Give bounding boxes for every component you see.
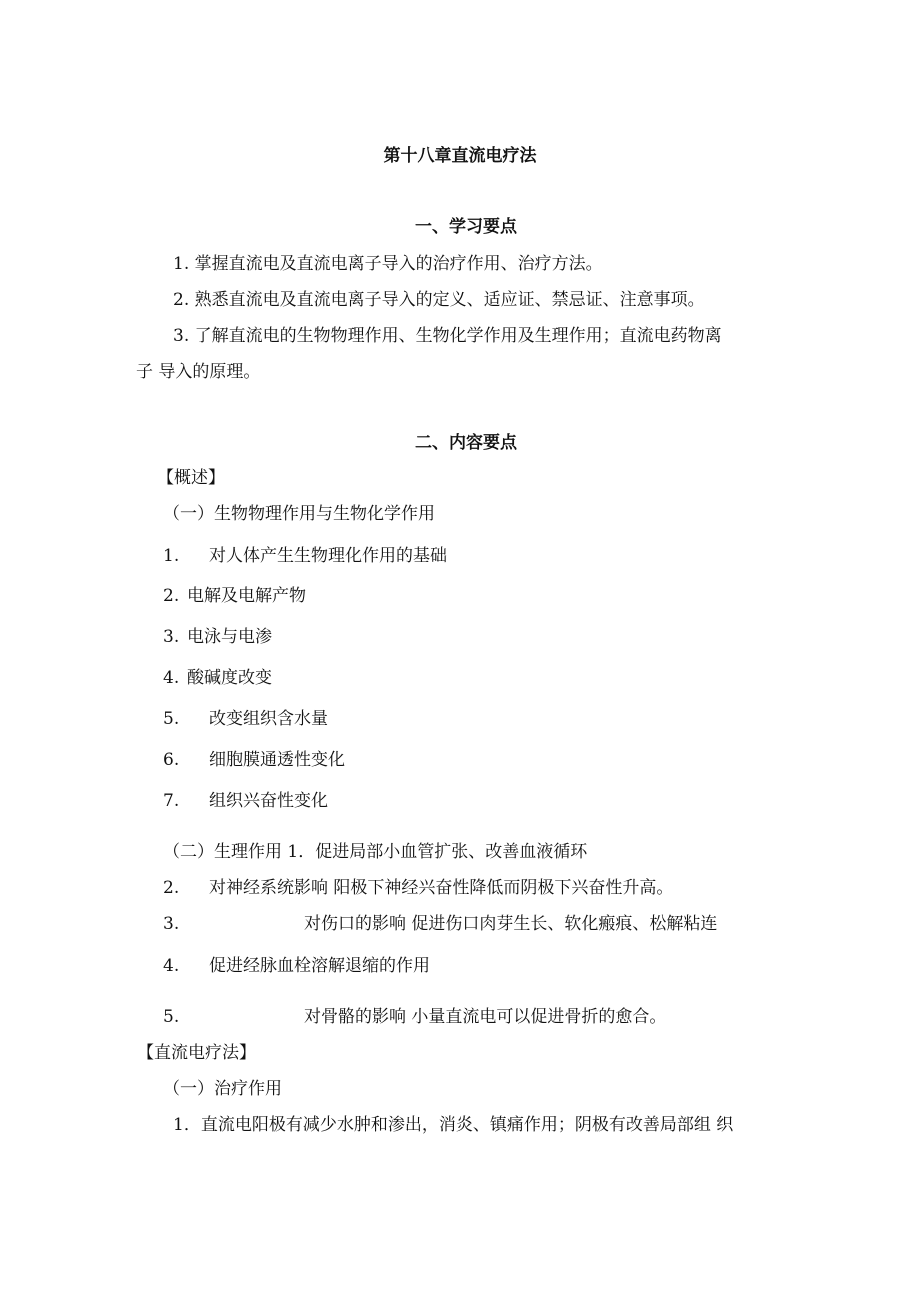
item-text: 细胞膜通透性变化 bbox=[209, 750, 345, 770]
item-text: 酸碱度改变 bbox=[187, 668, 272, 688]
item-number: 7. bbox=[163, 791, 180, 811]
part2-label: （二）生理作用 1．促进局部小血管扩张、改善血液循环 bbox=[163, 842, 588, 862]
part2-item-4 bbox=[163, 955, 430, 977]
study-point-1: 1. 掌握直流电及直流电离子导入的治疗作用、治疗方法。 bbox=[173, 254, 603, 274]
part2-item-3 bbox=[163, 913, 717, 935]
part2-item-5 bbox=[163, 1006, 666, 1028]
part1-item-4 bbox=[163, 667, 272, 689]
study-point-3-continued: 子 导入的原理。 bbox=[136, 362, 261, 382]
item-text: 电解及电解产物 bbox=[187, 586, 306, 606]
item-number: 1. bbox=[163, 546, 180, 566]
part2-item-2 bbox=[163, 877, 673, 899]
therapy-subsection-label: （一）治疗作用 bbox=[163, 1079, 282, 1099]
study-point-3: 3. 了解直流电的生物物理作用、生物化学作用及生理作用；直流电药物离 bbox=[173, 326, 722, 346]
therapy-label: 【直流电疗法】 bbox=[137, 1043, 256, 1063]
item-number: 6. bbox=[163, 750, 180, 770]
part1-item-5 bbox=[163, 708, 328, 730]
section-heading-study-points: 一、学习要点 bbox=[415, 217, 517, 237]
item-text: 对人体产生生物理化作用的基础 bbox=[209, 546, 447, 566]
item-number: 4. bbox=[163, 668, 180, 688]
item-text: 对伤口的影响 促进伤口肉芽生长、软化瘢痕、松解粘连 bbox=[304, 914, 718, 934]
item-text: 电泳与电渗 bbox=[187, 627, 272, 647]
chapter-title: 第十八章直流电疗法 bbox=[383, 146, 537, 166]
item-text: 促进经脉血栓溶解退缩的作用 bbox=[209, 956, 430, 976]
part1-item-3 bbox=[163, 626, 272, 648]
study-point-2: 2. 熟悉直流电及直流电离子导入的定义、适应证、禁忌证、注意事项。 bbox=[173, 290, 705, 310]
overview-label: 【概述】 bbox=[157, 468, 225, 488]
item-number: 5. bbox=[163, 1007, 180, 1027]
item-number: 4. bbox=[163, 956, 180, 976]
part1-item-6 bbox=[163, 749, 345, 771]
part1-item-2 bbox=[163, 585, 306, 607]
item-text: 对骨骼的影响 小量直流电可以促进骨折的愈合。 bbox=[304, 1007, 667, 1027]
item-number: 3. bbox=[163, 914, 180, 934]
part1-item-1 bbox=[163, 545, 447, 567]
item-text: 组织兴奋性变化 bbox=[209, 791, 328, 811]
part1-label: （一）生物物理作用与生物化学作用 bbox=[163, 504, 435, 524]
item-number: 3. bbox=[163, 627, 180, 647]
item-text: 对神经系统影响 阳极下神经兴奋性降低而阴极下兴奋性升高。 bbox=[209, 878, 674, 898]
therapy-item-1: 1．直流电阳极有减少水肿和渗出，消炎、镇痛作用；阴极有改善局部组 织 bbox=[173, 1115, 734, 1135]
part1-item-7 bbox=[163, 790, 328, 812]
item-number: 2. bbox=[163, 878, 180, 898]
item-number: 2. bbox=[163, 586, 180, 606]
item-text: 改变组织含水量 bbox=[209, 709, 328, 729]
item-number: 5. bbox=[163, 709, 180, 729]
section-heading-content-points: 二、内容要点 bbox=[415, 433, 517, 453]
